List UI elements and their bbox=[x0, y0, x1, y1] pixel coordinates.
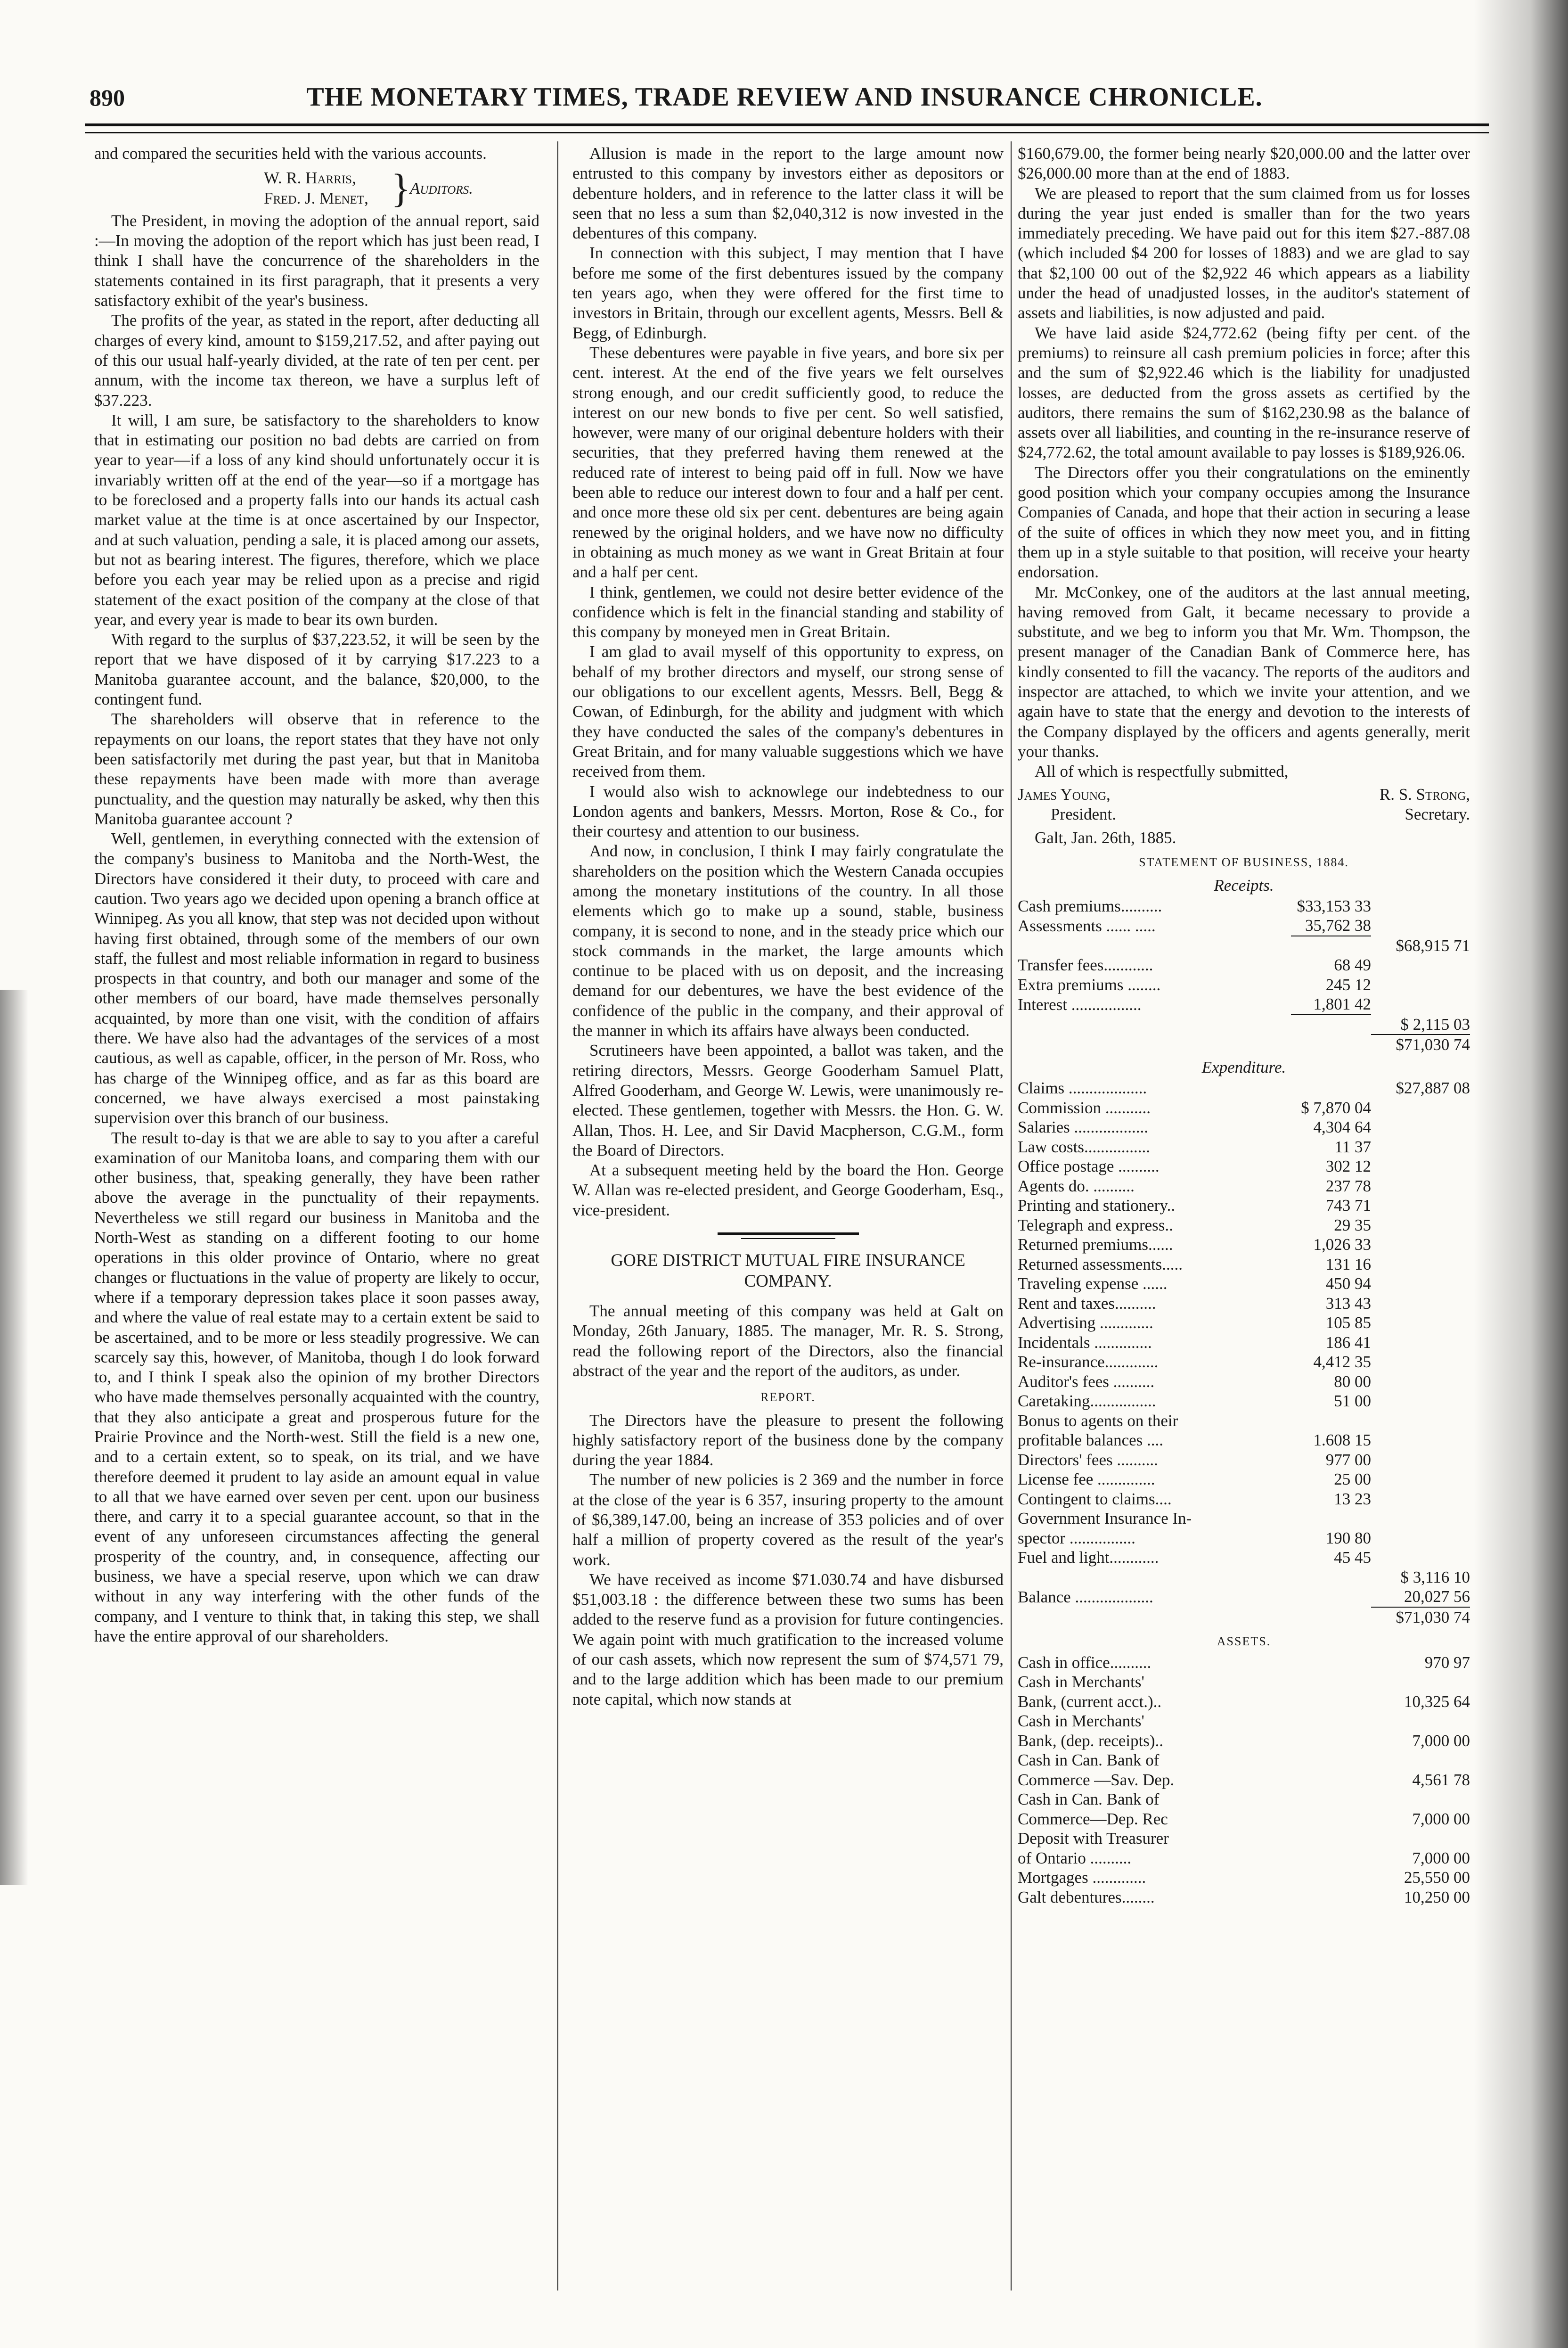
row-label: Deposit with Treasurer bbox=[1018, 1829, 1169, 1848]
paragraph: Mr. McConkey, one of the auditors at the last annual meeting, having removed from Galt, it became necessary to provide a substitute, and we beg to inform you that Mr. Wm. Thompson, the present manager of the Canadian Bank of Commerce here, has kindly consented to fill the vacancy. The reports of the auditors and inspector are attached, to which we invite your attention, and we again have to state that the energy and devotion to the interests of the Company displayed by the officers and agents generally, merit your thanks. bbox=[1018, 583, 1470, 761]
item-amount bbox=[1371, 1750, 1470, 1770]
paragraph: All of which is respectfully submitted, bbox=[1035, 762, 1289, 781]
item-amount: 237 78 bbox=[1325, 1176, 1371, 1195]
item-amount bbox=[1371, 1790, 1470, 1809]
row-label: Cash in Merchants' bbox=[1018, 1712, 1144, 1731]
page-number: 890 bbox=[90, 84, 125, 111]
column-3 bbox=[1018, 144, 1470, 2288]
subtotal-amount bbox=[1371, 1215, 1470, 1235]
table-row bbox=[1018, 1196, 1470, 1215]
signature-names bbox=[1018, 785, 1470, 805]
table-row bbox=[1018, 896, 1470, 916]
assets-heading: ASSETS. bbox=[1217, 1634, 1271, 1649]
assets-table bbox=[1018, 1653, 1470, 1907]
subtotal-amount bbox=[1371, 896, 1470, 916]
paragraph: I think, gentlemen, we could not desire better evidence of the confidence which is felt in the financial standing and stability of this company by moneyed men in Great Britain. bbox=[572, 583, 1004, 641]
paragraph: We have received as income $71.030.74 and have disbursed $51,003.18 : the difference between these two sums has been added to the reserve fund as a provision for future contingencies. We again point with much gratification to the increased volume of our cash assets, which now represent the sum of $74,571 79, and to the large addition which has been made to our premium note capital, which now stands at bbox=[572, 1570, 1004, 1708]
row-label: Galt debentures........ bbox=[1018, 1888, 1155, 1906]
table-row bbox=[1018, 1015, 1470, 1035]
item-amount: 4,561 78 bbox=[1412, 1770, 1470, 1789]
row-label: Commission ........... bbox=[1018, 1098, 1151, 1117]
paragraph: It will, I am sure, be satisfactory to the shareholders to know that in estimating our position no bad debts are carried on from year to year—if a loss of any kind should unfortunately occur it is invariably written off at the end of the year—so if a mortgage has to be foreclosed and a property falls into our hands its actual cash market value at the time is at once ascertained by our Inspector, and at such valuation, pending a sale, it is placed among our assets, but not as bearing interest. The figures, therefore, which we place before you each year may be relied upon as a precise and rigid statement of the exact position of the company at the close of that year, and every year is made to bear its own burden. bbox=[94, 410, 539, 629]
table-row bbox=[1018, 1430, 1470, 1450]
row-label bbox=[1018, 936, 1291, 956]
row-label: Caretaking................ bbox=[1018, 1392, 1156, 1411]
table-row bbox=[1018, 1750, 1470, 1770]
row-label: License fee .............. bbox=[1018, 1470, 1155, 1489]
table-row bbox=[1018, 994, 1470, 1015]
table-row bbox=[1018, 1372, 1470, 1392]
row-label: Telegraph and express.. bbox=[1018, 1215, 1173, 1234]
table-row bbox=[1018, 1790, 1470, 1809]
table-row bbox=[1018, 1352, 1470, 1372]
row-label: Rent and taxes.......... bbox=[1018, 1294, 1156, 1313]
article-title: GORE DISTRICT MUTUAL FIRE INSURANCE COMPANY. bbox=[611, 1251, 965, 1291]
table-row bbox=[1018, 1509, 1470, 1528]
subtotal-amount bbox=[1371, 1137, 1470, 1157]
paragraph: The shareholders will observe that in reference to the repayments on our loans, the report states that they have not only been satisfactorily met during the past year, but that in Manitoba these repayments have been made with more than average punctuality, and the question may naturally be asked, why then this Manitoba guarantee account ? bbox=[94, 710, 539, 828]
row-label: Cash in office.......... bbox=[1018, 1653, 1152, 1672]
article-divider bbox=[718, 1232, 859, 1235]
brace-glyph: } bbox=[391, 165, 411, 211]
receipts-table bbox=[1018, 896, 1470, 1055]
paragraph: The President, in moving the adoption of the annual report, said :—In moving the adoption of the report which has just been read, I think I shall have the concurrence of the shareholders in the statements contained in its first paragraph, that it presents a very satisfactory exhibit of the year's business. bbox=[94, 211, 539, 310]
item-amount: 1,801 42 bbox=[1291, 994, 1371, 1015]
subtotal-amount: $68,915 71 bbox=[1396, 936, 1470, 955]
table-row bbox=[1018, 955, 1470, 975]
row-label: Commerce—Dep. Rec bbox=[1018, 1809, 1168, 1828]
statement-title: STATEMENT OF BUSINESS, 1884. bbox=[1139, 855, 1349, 870]
item-amount bbox=[1371, 1711, 1470, 1731]
table-row bbox=[1018, 1294, 1470, 1314]
item-amount: 302 12 bbox=[1325, 1157, 1371, 1176]
row-label: Extra premiums ........ bbox=[1018, 975, 1161, 994]
row-label: Law costs................ bbox=[1018, 1137, 1150, 1156]
article-divider bbox=[741, 1238, 835, 1239]
row-label bbox=[1018, 1568, 1291, 1587]
paragraph: The Directors offer you their congratulations on the eminently good position which your company occupies among the Insurance Companies of Canada, and hope that their action in securing a lease of the suite of offices in which they now meet you, and in fitting them up in a style suitable to that position, will receive your hearty endorsation. bbox=[1018, 463, 1470, 582]
table-row bbox=[1018, 1117, 1470, 1137]
auditor-name: Fred. J. Menet, bbox=[264, 189, 368, 207]
table-row bbox=[1018, 1848, 1470, 1868]
subtotal-amount bbox=[1371, 1450, 1470, 1470]
header-rule-thin bbox=[85, 132, 1489, 133]
table-row bbox=[1018, 1333, 1470, 1353]
table-row bbox=[1018, 1672, 1470, 1692]
subtotal-amount bbox=[1371, 1313, 1470, 1333]
paragraph: The result to-day is that we are able to say to you after a careful examination of our Manitoba loans, and comparing them with our other business, that, speaking generally, they have been rather above the average in the punctuality of their repayments. Nevertheless we still regard our business in Manitoba and the North-West as standing on a different footing to our home operations in this older province of Ontario, where no great changes or fluctuations in the value of property are likely to occur, where if a temporary depression takes place it soon passes away, and where the value of real estate may to a certain extent be said to be ascertained, and to be more or less steadily progressive. We can scarcely say this, however, of Manitoba, though I do look forward to, and I think I speak also the opinion of my brother Directors who have made themselves personally acquainted with the country, that they also anticipate a great and prosperous future for the Prairie Province and the North-west. Still the field is a new one, and to a certain extent, so to speak, on its trial, and we have therefore deemed it prudent to lay aside an amount equal in value to all that we have earned over seven per cent. upon our business there, and carry it to a special guarantee account, so that in the event of any unforeseen circumstances affecting the general prosperity of the country, and, in consequence, affecting our business, we have a special reserve, upon which we can draw without in any way interfering with the other funds of the company, and I venture to think that, in taking this step, we shall have the entire approval of our shareholders. bbox=[94, 1128, 539, 1645]
table-row bbox=[1018, 1731, 1470, 1751]
item-amount bbox=[1291, 936, 1371, 956]
item-amount bbox=[1291, 1568, 1371, 1587]
item-amount: 68 49 bbox=[1334, 956, 1371, 975]
table-row bbox=[1018, 1528, 1470, 1548]
table-row bbox=[1018, 1034, 1470, 1055]
table-row bbox=[1018, 1470, 1470, 1489]
subtotal-amount bbox=[1371, 1548, 1470, 1568]
item-amount: 80 00 bbox=[1334, 1372, 1371, 1391]
row-label: Claims ................... bbox=[1018, 1079, 1147, 1098]
item-amount bbox=[1291, 1034, 1371, 1055]
item-amount: 190 80 bbox=[1325, 1528, 1371, 1547]
subtotal-amount bbox=[1371, 1274, 1470, 1294]
president-name: James Young, bbox=[1018, 785, 1111, 804]
subtotal-amount: $27,887 08 bbox=[1396, 1079, 1470, 1098]
table-row bbox=[1018, 1809, 1470, 1829]
item-amount: 29 35 bbox=[1334, 1215, 1371, 1234]
row-label: Cash in Merchants' bbox=[1018, 1673, 1144, 1691]
item-amount bbox=[1291, 1509, 1371, 1528]
row-label: of Ontario .......... bbox=[1018, 1848, 1132, 1867]
item-amount: 450 94 bbox=[1325, 1274, 1371, 1293]
subtotal-amount bbox=[1371, 1430, 1470, 1450]
table-row bbox=[1018, 1411, 1470, 1431]
row-label: Contingent to claims.... bbox=[1018, 1489, 1172, 1508]
item-amount: $ 7,870 04 bbox=[1301, 1098, 1371, 1117]
table-row bbox=[1018, 1391, 1470, 1411]
paragraph: In connection with this subject, I may mention that I have before me some of the first debentures issued by the company ten years ago, when they were offered for the first time to investors in Britain, through our excellent agents, Messrs. Bell & Begg, of Edinburgh. bbox=[572, 244, 1004, 342]
item-amount bbox=[1371, 1829, 1470, 1848]
row-label: Fuel and light............ bbox=[1018, 1548, 1159, 1567]
column-2 bbox=[572, 144, 1004, 2288]
item-amount: 1.608 15 bbox=[1313, 1431, 1371, 1450]
item-amount: 977 00 bbox=[1325, 1450, 1371, 1469]
column-divider bbox=[557, 141, 558, 2291]
secretary-title: Secretary. bbox=[1405, 805, 1470, 823]
item-amount: 7,000 00 bbox=[1412, 1731, 1470, 1750]
item-amount: 186 41 bbox=[1325, 1333, 1371, 1352]
paragraph: The Directors have the pleasure to present the following highly satisfactory report of the business done by the company during the year 1884. bbox=[572, 1411, 1004, 1470]
paragraph: Scrutineers have been appointed, a ballot was taken, and the retiring directors, Messrs. George Gooderham Samuel Platt, Alfred Gooderham, and George W. Lewis, were unanimously re-elected. These gentlemen, together with Messrs. the Hon. G. W. Allan, Thos. H. Lee, and Sir David Macpherson, C.G.M., form the Board of Directors. bbox=[572, 1041, 1004, 1159]
row-label: Re-insurance............. bbox=[1018, 1353, 1159, 1371]
subtotal-amount bbox=[1371, 1528, 1470, 1548]
paragraph: and compared the securities held with the various accounts. bbox=[94, 144, 487, 163]
subtotal-amount bbox=[1371, 1372, 1470, 1392]
subtotal-amount bbox=[1371, 1352, 1470, 1372]
item-amount: 313 43 bbox=[1325, 1294, 1371, 1313]
item-amount: 7,000 00 bbox=[1412, 1809, 1470, 1828]
row-label bbox=[1018, 1034, 1291, 1055]
table-row bbox=[1018, 1450, 1470, 1470]
table-row bbox=[1018, 1868, 1470, 1888]
item-amount: 245 12 bbox=[1325, 975, 1371, 994]
table-row bbox=[1018, 1607, 1470, 1627]
subtotal-amount bbox=[1371, 975, 1470, 995]
row-label bbox=[1018, 1015, 1291, 1035]
subtotal-amount bbox=[1371, 1489, 1470, 1509]
header-rule-thick bbox=[85, 123, 1489, 126]
table-row bbox=[1018, 975, 1470, 995]
table-row bbox=[1018, 1176, 1470, 1196]
table-row bbox=[1018, 1653, 1470, 1673]
subtotal-amount: $ 3,116 10 bbox=[1400, 1568, 1470, 1586]
subtotal-amount bbox=[1371, 1176, 1470, 1196]
auditors-signature-block bbox=[264, 165, 539, 211]
paragraph: Well, gentlemen, in everything connected with the extension of the company's business to Manitoba and the North-West, the Directors have considered it their duty, to proceed with care and caution. Two years ago we decided upon opening a branch office at Winnipeg. As you all know, that step was not decided upon without having first obtained, through some of the members of our own staff, the fullest and most reliable information in regard to business prospects in that country, and both our manager and some of the other members of our board, have made themselves personally acquainted, by more than one visit, with the condition of affairs there. We have also had the advantages of the services of a most cautious, as well as capable, officer, in the person of Mr. Ross, who has charge of the Winnipeg office, and as far as this board are concerned, we have always exercised a most painstaking supervision over this branch of our business. bbox=[94, 829, 539, 1127]
receipts-heading: Receipts. bbox=[1214, 876, 1274, 895]
item-amount: 45 45 bbox=[1334, 1548, 1371, 1567]
row-label: Advertising ............. bbox=[1018, 1314, 1153, 1332]
table-row bbox=[1018, 1770, 1470, 1790]
row-label: Bank, (dep. receipts).. bbox=[1018, 1731, 1164, 1750]
masthead-title: THE MONETARY TIMES, TRADE REVIEW AND INSURANCE CHRONICLE. bbox=[306, 82, 1263, 112]
table-row bbox=[1018, 1078, 1470, 1098]
paragraph: Allusion is made in the report to the large amount now entrusted to this company by investors either as depositors or debenture holders, and in reference to the latter class it will be seen that no less a sum than $2,040,312 is now invested in the debentures of this company. bbox=[572, 144, 1004, 243]
item-amount: 10,325 64 bbox=[1404, 1692, 1470, 1711]
item-amount bbox=[1291, 1078, 1371, 1098]
table-row bbox=[1018, 936, 1470, 956]
paragraph: We are pleased to report that the sum claimed from us for losses during the year just ended is smaller than for the two years immediately preceding. We have paid out for this item $27.-887.08 (which included $4 200 for losses of 1883) and we are glad to say that $2,100 00 out of the $2,922 46 which appears as a liability under the head of unadjusted losses, in the auditor's statement of assets and liabilities, is now adjusted and paid. bbox=[1018, 184, 1470, 322]
president-title: President. bbox=[1051, 805, 1117, 823]
item-amount: $33,153 33 bbox=[1297, 896, 1371, 915]
table-row bbox=[1018, 1587, 1470, 1607]
report-heading: REPORT. bbox=[760, 1390, 816, 1404]
item-amount bbox=[1291, 1587, 1371, 1607]
auditors-label: Auditors. bbox=[410, 179, 473, 198]
subtotal-amount bbox=[1371, 1294, 1470, 1314]
row-label: Cash premiums.......... bbox=[1018, 896, 1162, 915]
subtotal-amount bbox=[1371, 1509, 1470, 1528]
item-amount: 10,250 00 bbox=[1404, 1888, 1470, 1906]
item-amount: 13 23 bbox=[1334, 1489, 1371, 1508]
row-label: Printing and stationery.. bbox=[1018, 1196, 1176, 1215]
expenditure-heading: Expenditure. bbox=[1201, 1058, 1286, 1076]
subtotal-amount bbox=[1371, 1391, 1470, 1411]
item-amount: 35,762 38 bbox=[1291, 916, 1371, 936]
table-row bbox=[1018, 1235, 1470, 1255]
table-row bbox=[1018, 916, 1470, 936]
item-amount: 970 97 bbox=[1424, 1653, 1470, 1672]
page-header bbox=[90, 71, 1479, 118]
row-label: Office postage .......... bbox=[1018, 1157, 1160, 1176]
item-amount bbox=[1291, 1015, 1371, 1035]
subtotal-amount bbox=[1371, 994, 1470, 1015]
row-label: Assessments ...... ..... bbox=[1018, 917, 1156, 936]
row-label: Salaries .................. bbox=[1018, 1118, 1149, 1137]
table-row bbox=[1018, 1157, 1470, 1176]
subtotal-amount bbox=[1371, 1196, 1470, 1215]
row-label: Government Insurance In- bbox=[1018, 1509, 1192, 1528]
paragraph: And now, in conclusion, I think I may fairly congratulate the shareholders on the position which the Western Canada occupies among the monetary institutions of the country. In all those elements which go to make up a sound, stable, business company, it is second to none, and in the steady price which our stock commands in the market, the large amounts which continue to be placed with us on deposit, and the increasing demand for our debentures, we have the best evidence of the confidence of the public in the company, and their approval of the manner in which its affairs have always been conducted. bbox=[572, 842, 1004, 1040]
item-amount: 51 00 bbox=[1334, 1392, 1371, 1411]
column-1 bbox=[94, 144, 539, 2288]
row-label: Cash in Can. Bank of bbox=[1018, 1751, 1160, 1770]
table-row bbox=[1018, 1255, 1470, 1274]
item-amount bbox=[1371, 1672, 1470, 1692]
table-row bbox=[1018, 1692, 1470, 1712]
binding-shadow bbox=[0, 990, 28, 1885]
row-label: spector ................ bbox=[1018, 1528, 1135, 1547]
subtotal-amount bbox=[1371, 1157, 1470, 1176]
item-amount bbox=[1291, 1607, 1371, 1627]
paragraph: The number of new policies is 2 369 and the number in force at the close of the year is 6 357, insuring property to the amount of $6,389,147.00, being an increase of 353 policies and of over half a million of property covered as the result of the year's work. bbox=[572, 1470, 1004, 1569]
item-amount: 1,026 33 bbox=[1313, 1235, 1371, 1254]
row-label: Transfer fees............ bbox=[1018, 956, 1153, 975]
item-amount: 105 85 bbox=[1325, 1314, 1371, 1332]
item-amount: 11 37 bbox=[1334, 1137, 1371, 1156]
row-label: Bank, (current acct.).. bbox=[1018, 1692, 1162, 1711]
subtotal-amount: $71,030 74 bbox=[1396, 1035, 1470, 1054]
item-amount bbox=[1291, 1411, 1371, 1431]
table-row bbox=[1018, 1489, 1470, 1509]
item-amount: 743 71 bbox=[1325, 1196, 1371, 1215]
column-divider bbox=[1011, 141, 1012, 2291]
row-label: Bonus to agents on their bbox=[1018, 1411, 1178, 1430]
table-row bbox=[1018, 1137, 1470, 1157]
item-amount: 25 00 bbox=[1334, 1470, 1371, 1489]
row-label: Mortgages ............. bbox=[1018, 1868, 1146, 1887]
subtotal-amount bbox=[1371, 1411, 1470, 1431]
paragraph: $160,679.00, the former being nearly $20,000.00 and the latter over $26,000.00 more than at the end of 1883. bbox=[1018, 144, 1470, 183]
item-amount: 131 16 bbox=[1325, 1255, 1371, 1273]
expenditure-table bbox=[1018, 1078, 1470, 1627]
paragraph: I would also wish to acknowlege our indebtedness to our London agents and bankers, Messrs. Morton, Rose & Co., for their courtesy and attention to our business. bbox=[572, 782, 1004, 841]
signature-titles bbox=[1018, 805, 1470, 824]
row-label: Agents do. .......... bbox=[1018, 1176, 1135, 1195]
table-row bbox=[1018, 1215, 1470, 1235]
row-label: Auditor's fees .......... bbox=[1018, 1372, 1155, 1391]
paragraph: These debentures were payable in five years, and bore six per cent. interest. At the end of the five years we felt ourselves strong enough, and our credit sufficiently good, to reduce the interest on our new bonds to five per cent. So well satisfied, however, were many of our original debenture holders with their securities, that they preferred having them renewed at the reduced rate of interest to being paid off in full. Now we have been able to reduce our interest down to four and a half per cent. and once more these old six per cent. debentures are being again renewed by the original holders, and we have now no difficulty in obtaining as much money as we want in Great Britain at four and a half per cent. bbox=[572, 343, 1004, 582]
paragraph: With regard to the surplus of $37,223.52, it will be seen by the report that we have disposed of it by carrying $17.223 to a Manitoba guarantee account, and the balance, $20,000, to the contingent fund. bbox=[94, 630, 539, 709]
auditor-name: W. R. Harris, bbox=[264, 169, 356, 188]
row-label: profitable balances .... bbox=[1018, 1431, 1164, 1450]
table-row bbox=[1018, 1274, 1470, 1294]
subtotal-amount: $71,030 74 bbox=[1396, 1608, 1470, 1626]
subtotal-amount bbox=[1371, 1255, 1470, 1274]
secretary-name: R. S. Strong, bbox=[1379, 785, 1470, 804]
table-row bbox=[1018, 1829, 1470, 1848]
item-amount: 25,550 00 bbox=[1404, 1868, 1470, 1887]
paragraph: I am glad to avail myself of this opportunity to express, on behalf of my brother directors and myself, our strong sense of our obligations to our excellent agents, Messrs. Bell, Begg & Cowan, of Edinburgh, for the ability and judgment with which they have conducted the sales of the company's debentures in Great Britain, and for many valuable suggestions which we have received from them. bbox=[572, 642, 1004, 781]
paragraph: The annual meeting of this company was held at Galt on Monday, 26th January, 1885. The manager, Mr. R. S. Strong, read the following report of the Directors, also the financial abstract of the year and the report of the auditors, as under. bbox=[572, 1302, 1004, 1380]
row-label: Returned assessments..... bbox=[1018, 1255, 1183, 1273]
paragraph: At a subsequent meeting held by the board the Hon. George W. Allan was re-elected president, and George Gooderham, Esq., vice-president. bbox=[572, 1161, 1004, 1219]
paragraph: The profits of the year, as stated in the report, after deducting all charges of every kind, amount to $159,217.52, and after paying out of this our usual half-yearly divided, at the rate of ten per cent. per annum, with the income tax thereon, we have a surplus left of $37.223. bbox=[94, 311, 539, 410]
row-label: Returned premiums...... bbox=[1018, 1235, 1173, 1254]
table-row bbox=[1018, 1098, 1470, 1118]
dateline: Galt, Jan. 26th, 1885. bbox=[1035, 829, 1176, 847]
subtotal-amount: $ 2,115 03 bbox=[1371, 1015, 1470, 1035]
paragraph: We have laid aside $24,772.62 (being fifty per cent. of the premiums) to reinsure all cash premium policies in force; after this and the sum of $2,922.46 which is the liability for unadjusted losses, are deducted from the gross assets as certified by the auditors, there remains the sum of $162,230.98 as the balance of assets over all liabilities, and counting in the re-insurance reserve of $24,772.62, the total amount available to pay losses is $189,926.06. bbox=[1018, 323, 1470, 462]
row-label: Directors' fees .......... bbox=[1018, 1450, 1158, 1469]
row-label: Commerce —Sav. Dep. bbox=[1018, 1770, 1175, 1789]
row-label: Traveling expense ...... bbox=[1018, 1274, 1168, 1293]
subtotal-amount bbox=[1371, 916, 1470, 936]
row-label: Cash in Can. Bank of bbox=[1018, 1790, 1160, 1809]
table-row bbox=[1018, 1568, 1470, 1587]
item-amount: 4,304 64 bbox=[1313, 1118, 1371, 1137]
subtotal-amount bbox=[1371, 1117, 1470, 1137]
subtotal-amount: 20,027 56 bbox=[1371, 1587, 1470, 1607]
table-row bbox=[1018, 1711, 1470, 1731]
table-row bbox=[1018, 1548, 1470, 1568]
subtotal-amount bbox=[1371, 1333, 1470, 1353]
row-label: Interest ................. bbox=[1018, 995, 1142, 1014]
subtotal-amount bbox=[1371, 955, 1470, 975]
row-label: Balance ................... bbox=[1018, 1588, 1153, 1607]
table-row bbox=[1018, 1888, 1470, 1907]
item-amount: 4,412 35 bbox=[1313, 1353, 1371, 1371]
item-amount: 7,000 00 bbox=[1412, 1848, 1470, 1867]
row-label bbox=[1018, 1607, 1291, 1627]
subtotal-amount bbox=[1371, 1098, 1470, 1118]
table-row bbox=[1018, 1313, 1470, 1333]
page-edge-shadow bbox=[1474, 0, 1568, 2348]
subtotal-amount bbox=[1371, 1235, 1470, 1255]
subtotal-amount bbox=[1371, 1470, 1470, 1489]
row-label: Incidentals .............. bbox=[1018, 1333, 1152, 1352]
